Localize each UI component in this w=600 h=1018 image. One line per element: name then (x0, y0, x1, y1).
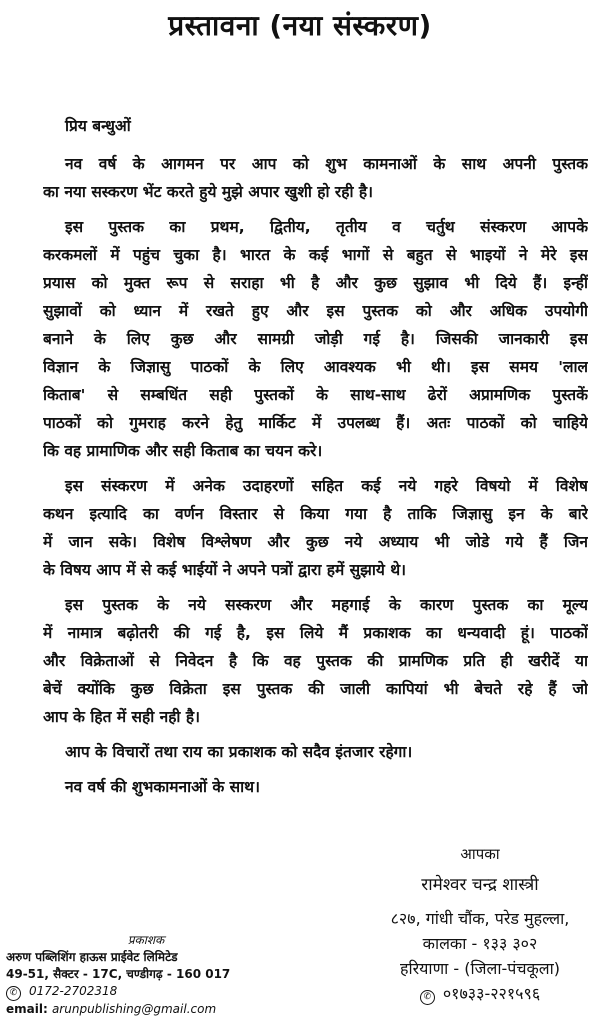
paragraph (43, 213, 588, 465)
author-phone (360, 981, 600, 1006)
paragraphs (43, 150, 588, 731)
publisher-phone (6, 983, 306, 1001)
paragraph-line: सुझावों को ध्यान में रखते हुए और इस पुस्तक को और अधिक उपयोगी (43, 302, 588, 320)
paragraph-line: किताब' से सम्बधिंत सही पुस्तकों के साथ-साथ ढेरों अप्रामणिक पुस्तकें (43, 386, 588, 404)
paragraph-line: कि वह प्रामाणिक और सही किताब का चयन करे। (43, 442, 323, 460)
greeting: प्रिय बन्धुओं (65, 117, 131, 135)
email-label: email: (6, 1002, 48, 1016)
paragraph-line: नव वर्ष के आगमन पर आप को शुभ कामनाओं के साथ अपनी पुस्तक (65, 155, 588, 173)
paragraph (43, 591, 588, 731)
paragraph-line: का नया सस्करण भेंट करते हुये मुझे अपार खुशी हो रही है। (43, 183, 374, 201)
paragraph-line: प्रयास को मुक्त रूप से सराहा भी है और कुछ सुझाव भी दिये हैं। इन्हीं (43, 274, 588, 292)
author-address-line: कालका - १३३ ३०२ (422, 934, 538, 953)
author-name: रामेश्वर चन्द्र शास्त्री (421, 875, 539, 895)
paragraph (43, 472, 588, 584)
email-address: arunpublishing@gmail.com (51, 1002, 217, 1016)
publisher-label: प्रकाशक (127, 933, 165, 947)
author-address-line: हरियाणा - (जिला-पंचकूला) (399, 959, 561, 978)
author-phone-number: ०१७३३-२२१५९६ (442, 984, 541, 1003)
paragraph-line: में जान सके। विशेष विश्लेषण और कुछ नये अध्याय भी जोडे गये हैं जिन (43, 533, 588, 551)
paragraph-line: आप के हित में सही नही है। (43, 708, 200, 726)
author-address-line: ८२७, गांधी चौंक, परेड मुहल्ला, (390, 909, 570, 928)
paragraph-line: विज्ञान के जिज्ञासु पाठकों के लिए आवश्यक भी थी। इस समय 'लाल (43, 358, 588, 376)
paragraph-line: करकमलों में पहुंच चुका है। भारत के कई भागों से बहुत से भाइयों ने मेरे इस (43, 246, 588, 264)
paragraph-line: इस पुस्तक का प्रथम, द्वितीय, तृतीय व चर्तुथ संस्करण आपके (65, 218, 588, 236)
publisher-block (6, 932, 306, 1018)
closing-line: आप के विचारों तथा राय का प्रकाशक को सदैव इंतजार रहेगा। (65, 743, 413, 761)
paragraph-line: कथन इत्यादि का वर्णन विस्तार से किया गया है ताकि जिज्ञासु इन के बारे (43, 505, 588, 523)
phone-icon: ✆ (6, 986, 21, 1001)
publisher-phone-number: 0172-2702318 (29, 984, 118, 998)
signature-salutation: आपका (460, 845, 500, 863)
paragraph-line: इस संस्करण में अनेक उदाहरणों सहित कई नये गहरे विषयो में विशेष (65, 477, 588, 495)
paragraph (43, 150, 588, 206)
paragraph-line: और विक्रेताओं से निवेदन है कि वह पुस्तक की प्रामणिक प्रति ही खरीदें या (43, 652, 588, 670)
signature-block (360, 842, 600, 1006)
preface-body (43, 112, 588, 808)
publisher-email (6, 1001, 306, 1018)
publisher-address: 49-51, सैक्टर - 17C, चण्डीगढ़ - 160 017 (6, 967, 231, 981)
paragraph-line: के विषय आप में से कई भाईयों ने अपने पत्रों द्वारा हमें सुझाये थे। (43, 561, 407, 579)
phone-icon: ✆ (420, 990, 435, 1005)
closing-line: नव वर्ष की शुभकामनाओं के साथ। (65, 778, 260, 796)
paragraph-line: बेचें क्योंकि कुछ विक्रेता इस पुस्तक की जाली कापियां भी बेचते रहे हैं जो (43, 680, 588, 698)
paragraph-line: में नामात्र बढ़ोतरी की गई है, इस लिये मैं प्रकाशक का धन्यवादी हूं। पाठकों (43, 624, 588, 642)
paragraph-line: इस पुस्तक के नये सस्करण और महगाई के कारण पुस्तक का मूल्य (65, 596, 588, 614)
page-title: प्रस्तावना (नया संस्करण) (168, 9, 432, 42)
publisher-name: अरुण पब्लिशिंग हाऊस प्राईवेट लिमिटेड (6, 950, 178, 964)
paragraph-line: पाठकों को गुमराह करने हेतु मार्किट में उपलब्ध हैं। अतः पाठकों को चाहिये (43, 414, 588, 432)
paragraph-line: बनाने के लिए कुछ और सामग्री जोड़ी गई है। जिसकी जानकारी इस (43, 330, 588, 348)
